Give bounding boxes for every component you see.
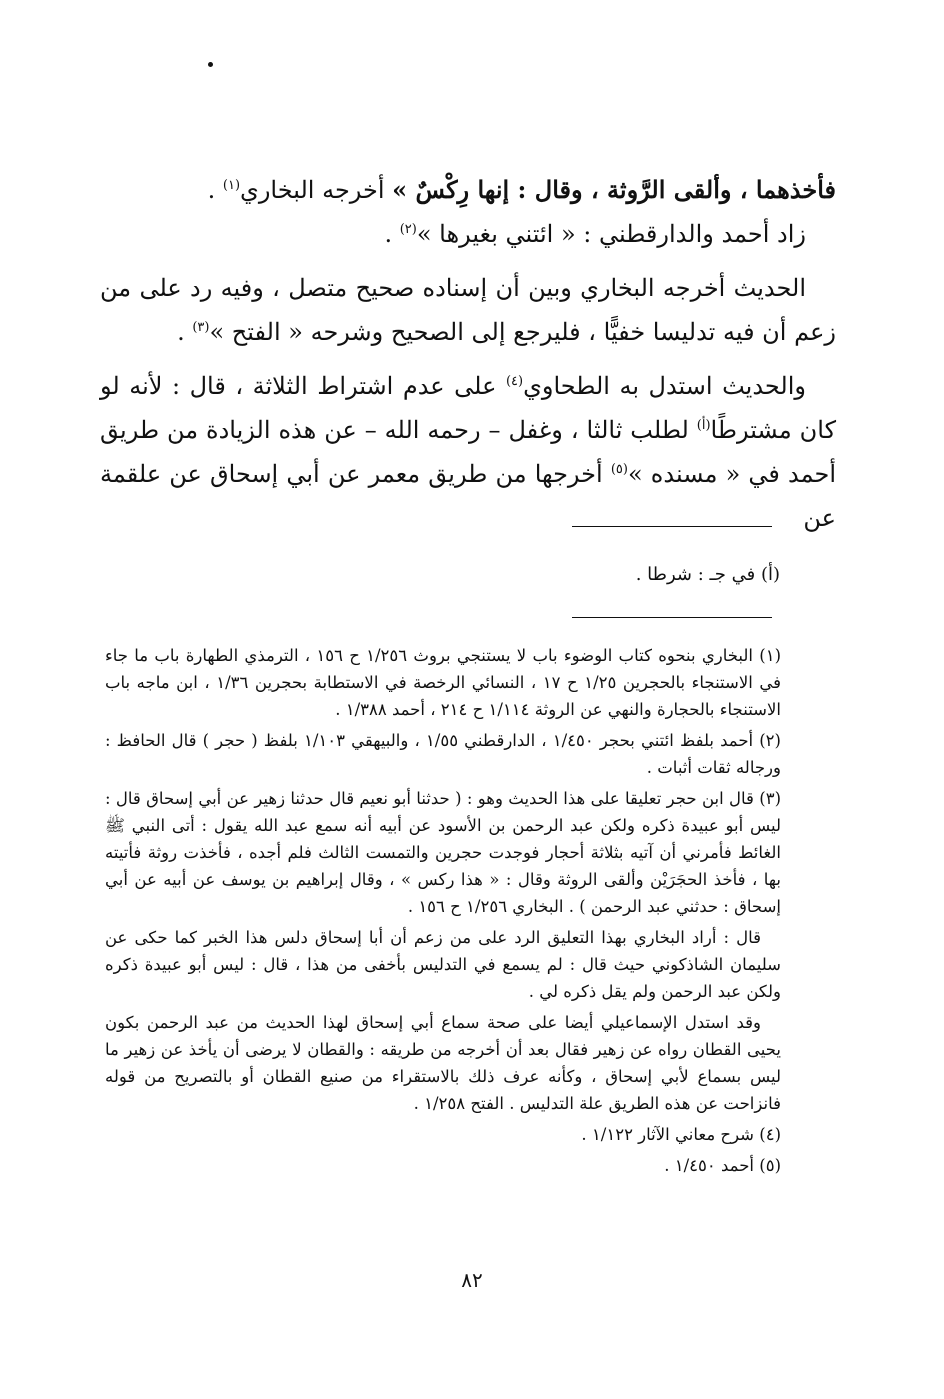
footnote-ref-2[interactable]: (٢) xyxy=(399,222,417,237)
main-paragraph-3 xyxy=(100,266,836,354)
main-text-span: أخرجه البخاري xyxy=(240,176,393,204)
footnote-2: (٢) أحمد بلفظ ائتني بحجر ١/٤٥٠ ، الدارقطني ١/٥٥ ، والبيهقي ١/١٠٣ بلفظ ( حجر ) قال الحافظ : ورجاله ثقات أثبات . xyxy=(105,731,781,777)
page-number: ٨٢ xyxy=(461,1268,483,1292)
main-text-span: والحديث استدل به الطحاوي xyxy=(523,372,806,400)
variant-ref-a[interactable]: (أ) xyxy=(696,418,711,433)
hadith-quote: فأخذهما ، وألقى الرَّوثة ، وقال : إنها رِكْسٌ » xyxy=(392,175,836,204)
footnote-ref-3[interactable]: (٣) xyxy=(192,320,210,335)
footnote-3: (٣) قال ابن حجر تعليقا على هذا الحديث وهو : ( حدثنا أبو نعيم قال حدثنا زهير عن أبي إسحاق قال : ليس أبو عبيدة ذكره ولكن عبد الرحمن بن الأسود عن أبيه أنه سمع عبد الله يقول : أتى النبي ﷺ الغائط فأمرني أن آتيه بثلاثة أحجار فوجدت حجرين والتمست الثالث فلم أجده ، فأخذت روثة فأتيته بها ، فأخذ الحجَرَيْن وألقى الروثة وقال : « هذا ركس » ، وقال إبراهيم بن يوسف عن أبيه عن أبي إسحاق : حدثني عبد الرحمن ) . البخاري ١/٢٥٦ ح ١٥٦ . xyxy=(105,789,781,916)
separator-rule-top xyxy=(572,526,772,527)
footnote-5: (٥) أحمد ١/٤٥٠ . xyxy=(664,1156,781,1175)
main-text-span: أخرجها من طريق معمر عن أبي إسحاق عن علقمة عن xyxy=(100,460,836,532)
main-text-span: . xyxy=(384,220,400,248)
separator-rule-bottom xyxy=(572,617,772,618)
main-text-span: زاد أحمد والدارقطني : « ائتني بغيرها » xyxy=(416,220,806,248)
main-text-span: على عدم اشتراط الثلاثة ، قال : لأنه لو كان مشترطًا xyxy=(100,372,836,444)
main-paragraph-4 xyxy=(100,364,836,540)
main-paragraph-1 xyxy=(100,168,836,212)
ink-speck xyxy=(208,62,213,67)
main-paragraph-2 xyxy=(100,212,836,256)
main-text-span: . xyxy=(177,318,193,346)
footnote-ref-4[interactable]: (٤) xyxy=(505,374,524,389)
main-text-span: . xyxy=(207,176,223,204)
footnote-ref-5[interactable]: (٥) xyxy=(610,462,628,477)
footnote-1: (١) البخاري بنحوه كتاب الوضوء باب لا يستنجي بروث ١/٢٥٦ ح ١٥٦ ، الترمذي الطهارة باب ما جاء في الاستنجاء بالحجرين ١/٢٥ ح ١٧ ، النسائي الرخصة في الاستطابة بحجرين ١/٣٦ ، ابن ماجه باب الاستنجاء بالحجارة والنهي عن الروثة ١/١١٤ ح ٢١٤ ، أحمد ١/٣٨٨ . xyxy=(105,646,782,719)
footnote-ref-1[interactable]: (١) xyxy=(222,178,241,193)
variant-note: (أ) في جـ : شرطا . xyxy=(635,564,780,585)
footnote-4: (٤) شرح معاني الآثار ١/١٢٢ . xyxy=(581,1125,781,1144)
main-text-span: لطلب ثالثا ، وغفل – رحمه الله – عن هذه الزيادة من طريق أحمد في « مسنده » xyxy=(100,416,837,488)
main-text-span: الحديث أخرجه البخاري وبين أن إسناده صحيح متصل ، وفيه رد على من زعم أن فيه تدليسا خفيًّا ، فليرجع إلى الصحيح وشرحه « الفتح » xyxy=(100,274,836,346)
footnote-3-continuation: وقد استدل الإسماعيلي أيضا على صحة سماع أبي إسحاق لهذا الحديث من عبد الرحمن بكون يحيى القطان رواه عن زهير فقال بعد أن أخرجه من طريقه : والقطان لا يرضى أن يأخذ عن زهير ما ليس بسماع لأبي إسحاق ، وكأنه عرف ذلك بالاستقراء من صنيع القطان أو بالتصريح من قوله فانزاحت عن هذه الطريق علة التدليس . الفتح ١/٢٥٨ . xyxy=(105,1013,781,1113)
footnote-3-continuation: قال : أراد البخاري بهذا التعليق الرد على من زعم أن أبا إسحاق دلس هذا الخبر كما حكى عن سليمان الشاذكوني حيث قال : لم يسمع في التدليس بأخفى من هذا ، قال : ليس أبو عبيدة ذكره ولكن عبد الرحمن ولم يقل ذكره لي . xyxy=(105,928,781,1001)
footnotes-block xyxy=(105,642,781,1183)
main-text-block xyxy=(100,168,836,540)
